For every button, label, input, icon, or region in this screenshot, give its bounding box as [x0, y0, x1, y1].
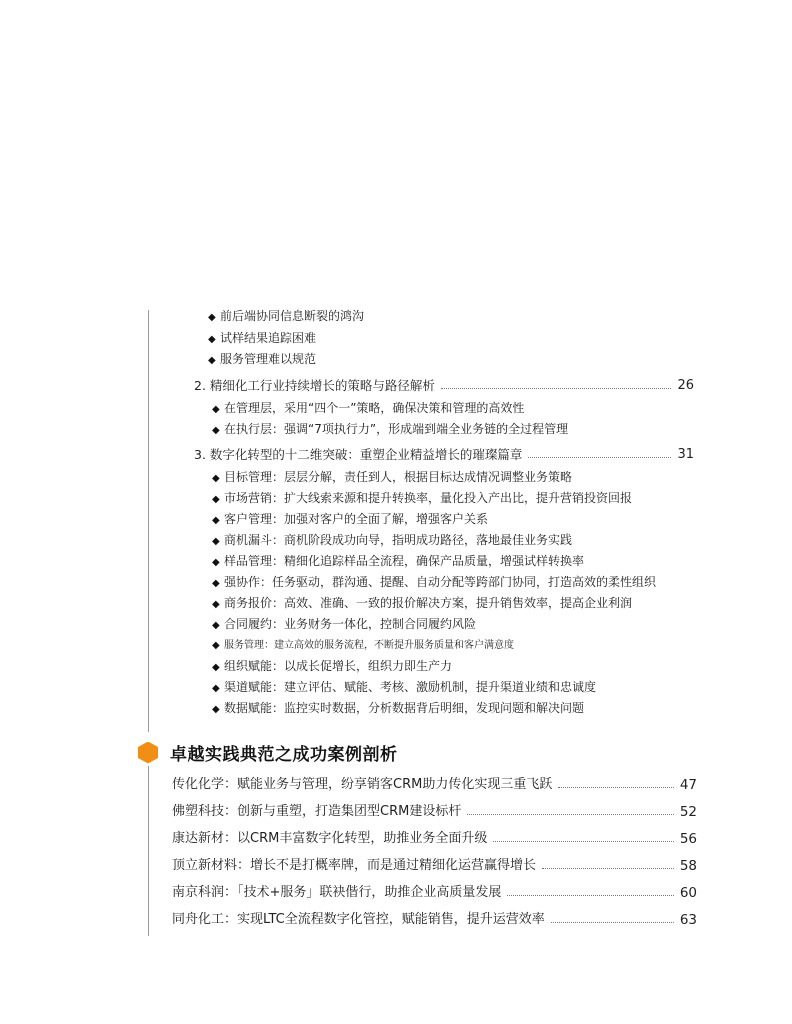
diamond-icon: ◆	[212, 599, 220, 610]
toc-entry-title: 2. 精细化工行业持续增长的策略与路径解析	[194, 378, 435, 393]
leader-dots	[493, 841, 673, 842]
leader-dots	[528, 457, 671, 458]
diamond-icon: ◆	[212, 473, 220, 484]
leader-dots	[467, 814, 673, 815]
bullet-item: ◆ 强协作：任务驱动，群沟通、提醒、自动分配等跨部门协同，打造高效的柔性组织	[212, 574, 656, 592]
bullet-item: ◆ 服务管理：建立高效的服务流程，不断提升服务质量和客户满意度	[212, 638, 514, 654]
case-entry[interactable]	[172, 777, 697, 793]
diamond-icon: ◆	[212, 662, 220, 673]
hexagon-icon	[138, 742, 158, 764]
bullet-item: ◆ 前后端协同信息断裂的鸿沟	[208, 308, 364, 326]
toc-entry-page: 26	[677, 378, 694, 393]
section-title: 卓越实践典范之成功案例剖析	[170, 745, 398, 765]
left-rule-top	[148, 310, 149, 732]
case-title: 康达新材：以CRM丰富数字化转型，助推业务全面升级	[172, 831, 488, 846]
diamond-icon: ◆	[208, 312, 216, 323]
case-title: 传化化学：赋能业务与管理，纷享销客CRM助力传化实现三重飞跃	[172, 777, 553, 792]
case-entry[interactable]	[172, 912, 697, 928]
bullet-item: ◆ 目标管理：层层分解，责任到人，根据目标达成情况调整业务策略	[212, 469, 572, 487]
case-page: 56	[679, 831, 697, 847]
case-page: 47	[679, 777, 697, 793]
diamond-icon: ◆	[212, 494, 220, 505]
leader-dots	[542, 868, 674, 869]
bullet-item: ◆ 商务报价：高效、准确、一致的报价解决方案，提升销售效率，提高企业利润	[212, 595, 632, 613]
toc-entry-title: 3. 数字化转型的十二维突破：重塑企业精益增长的璀璨篇章	[194, 447, 523, 462]
bullet-item: ◆ 在执行层：强调“7项执行力”，形成端到端全业务链的全过程管理	[212, 421, 568, 439]
case-title: 同舟化工：实现LTC全流程数字化管控，赋能销售，提升运营效率	[172, 912, 545, 927]
case-page: 52	[679, 804, 697, 820]
bullet-item: ◆ 客户管理：加强对客户的全面了解，增强客户关系	[212, 511, 488, 529]
case-entry[interactable]	[172, 804, 697, 820]
diamond-icon: ◆	[212, 640, 220, 651]
bullet-item: ◆ 合同履约：业务财务一体化，控制合同履约风险	[212, 616, 476, 634]
case-page: 58	[679, 858, 697, 874]
toc-entry[interactable]	[194, 378, 694, 394]
bullet-item: ◆ 商机漏斗：商机阶段成功向导，指明成功路径，落地最佳业务实践	[212, 532, 572, 550]
case-entry[interactable]	[172, 885, 697, 901]
diamond-icon: ◆	[208, 334, 216, 345]
leader-dots	[507, 895, 673, 896]
case-entry[interactable]	[172, 858, 697, 874]
case-title: 佛塑科技：创新与重塑，打造集团型CRM建设标杆	[172, 804, 462, 819]
diamond-icon: ◆	[212, 425, 220, 436]
leader-dots	[551, 922, 674, 923]
case-title: 南京科润：「技术+服务」联袂偕行，助推企业高质量发展	[172, 885, 502, 900]
toc-entry-page: 31	[677, 447, 694, 462]
section-heading	[138, 740, 398, 765]
diamond-icon: ◆	[212, 683, 220, 694]
left-rule-bottom	[148, 766, 149, 936]
leader-dots	[558, 787, 673, 788]
bullet-item: ◆ 服务管理难以规范	[208, 351, 316, 369]
diamond-icon: ◆	[212, 620, 220, 631]
bullet-item: ◆ 组织赋能：以成长促增长，组织力即生产力	[212, 658, 452, 676]
diamond-icon: ◆	[212, 557, 220, 568]
diamond-icon: ◆	[212, 578, 220, 589]
bullet-item: ◆ 市场营销：扩大线索来源和提升转换率，量化投入产出比，提升营销投资回报	[212, 490, 632, 508]
toc-entry[interactable]	[194, 447, 694, 463]
bullet-item: ◆ 数据赋能：监控实时数据，分析数据背后明细，发现问题和解决问题	[212, 700, 584, 718]
case-page: 63	[679, 912, 697, 928]
case-page: 60	[679, 885, 697, 901]
diamond-icon: ◆	[212, 404, 220, 415]
case-entry[interactable]	[172, 831, 697, 847]
bullet-item: ◆ 渠道赋能：建立评估、赋能、考核、激励机制，提升渠道业绩和忠诚度	[212, 679, 596, 697]
diamond-icon: ◆	[212, 704, 220, 715]
bullet-item: ◆ 样品管理：精细化追踪样品全流程，确保产品质量，增强试样转换率	[212, 553, 584, 571]
case-title: 顶立新材料：增长不是打概率牌，而是通过精细化运营赢得增长	[172, 858, 537, 873]
diamond-icon: ◆	[212, 536, 220, 547]
diamond-icon: ◆	[212, 515, 220, 526]
bullet-item: ◆ 在管理层，采用“四个一”策略，确保决策和管理的高效性	[212, 400, 524, 418]
diamond-icon: ◆	[208, 355, 216, 366]
leader-dots	[441, 388, 672, 389]
bullet-item: ◆ 试样结果追踪困难	[208, 330, 316, 348]
